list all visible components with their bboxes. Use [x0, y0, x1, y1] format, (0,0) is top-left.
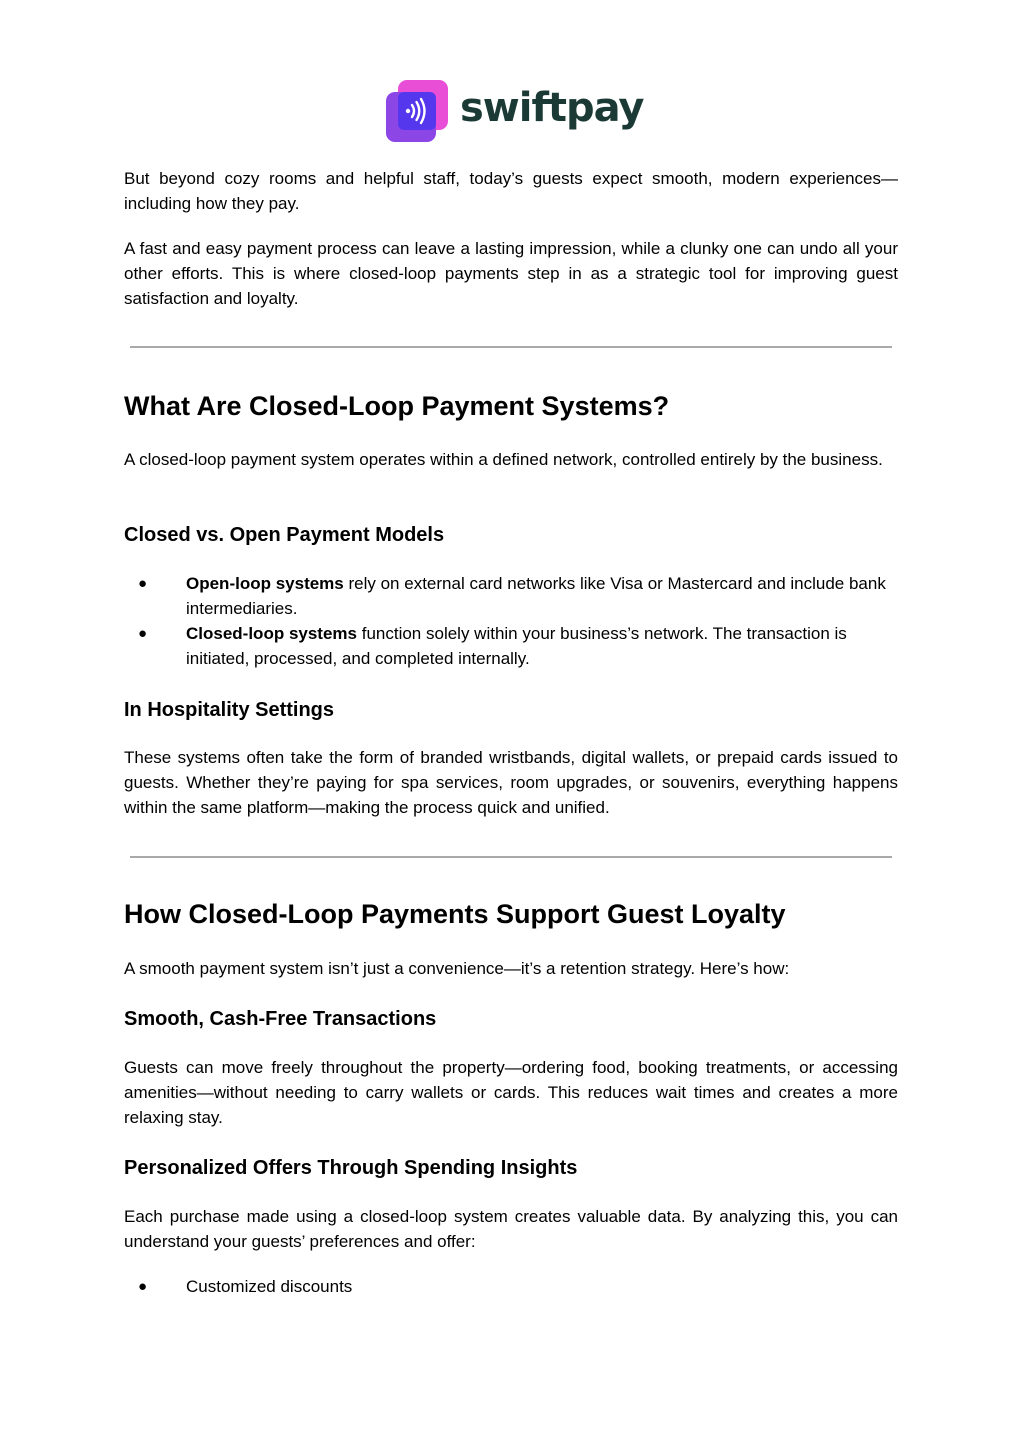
- section-heading: How Closed-Loop Payments Support Guest Loyalty: [124, 899, 786, 929]
- intro-paragraph-2: A fast and easy payment process can leave a lasting impression, while a clunky one can undo all your other efforts. This is where closed-loop payments step in as a strategic tool for improving guest satisfaction and loyalty.: [124, 239, 898, 308]
- section-divider: [130, 856, 892, 858]
- section-paragraph: A closed-loop payment system operates within a defined network, controlled entirely by the business.: [124, 450, 883, 469]
- bullet-list: [124, 1274, 898, 1299]
- swiftpay-logo: [386, 80, 646, 144]
- list-item-term: Closed-loop systems: [186, 624, 357, 643]
- list-item-term: Open-loop systems: [186, 574, 344, 593]
- subsection-heading: Closed vs. Open Payment Models: [124, 524, 445, 546]
- bullet-glyph: ●: [138, 1278, 148, 1295]
- brand-wordmark: swiftpay: [460, 85, 644, 131]
- list-item-text: function solely within your business’s network. The transaction is initiated, processed, and completed internally.: [186, 624, 847, 668]
- list-item-text: Customized discounts: [186, 1277, 353, 1296]
- section-heading: What Are Closed-Loop Payment Systems?: [124, 391, 670, 421]
- contactless-payment-icon: [386, 80, 448, 142]
- subsection-paragraph: Each purchase made using a closed-loop system creates valuable data. By analyzing this, you can understand your guests’ preferences and offer:: [124, 1207, 898, 1251]
- subsection-paragraph: Guests can move freely throughout the property—ordering food, booking treatments, or accessing amenities—without needing to carry wallets or cards. This reduces wait times and creates a more relaxing stay.: [124, 1058, 898, 1127]
- list-item: [124, 621, 898, 671]
- subsection-heading: Personalized Offers Through Spending Insights: [124, 1157, 578, 1179]
- section-divider: [130, 346, 892, 348]
- section-paragraph: A smooth payment system isn’t just a convenience—it’s a retention strategy. Here’s how:: [124, 959, 790, 978]
- list-item-text: rely on external card networks like Visa or Mastercard and include bank intermediaries.: [186, 574, 886, 618]
- list-item: [124, 571, 898, 621]
- subsection-paragraph: These systems often take the form of branded wristbands, digital wallets, or prepaid cards issued to guests. Whether they’re paying for spa services, room upgrades, or souvenirs, everything happens within the same platform—making the process quick and unified.: [124, 748, 898, 817]
- subsection-heading: In Hospitality Settings: [124, 699, 335, 721]
- intro-paragraph-1: But beyond cozy rooms and helpful staff, today’s guests expect smooth, modern experiences—including how they pay.: [124, 169, 898, 213]
- bullet-glyph: ●: [138, 625, 148, 642]
- subsection-heading: Smooth, Cash-Free Transactions: [124, 1008, 437, 1030]
- bullet-glyph: ●: [138, 575, 148, 592]
- list-item: [124, 1274, 898, 1299]
- bullet-list: [124, 571, 898, 671]
